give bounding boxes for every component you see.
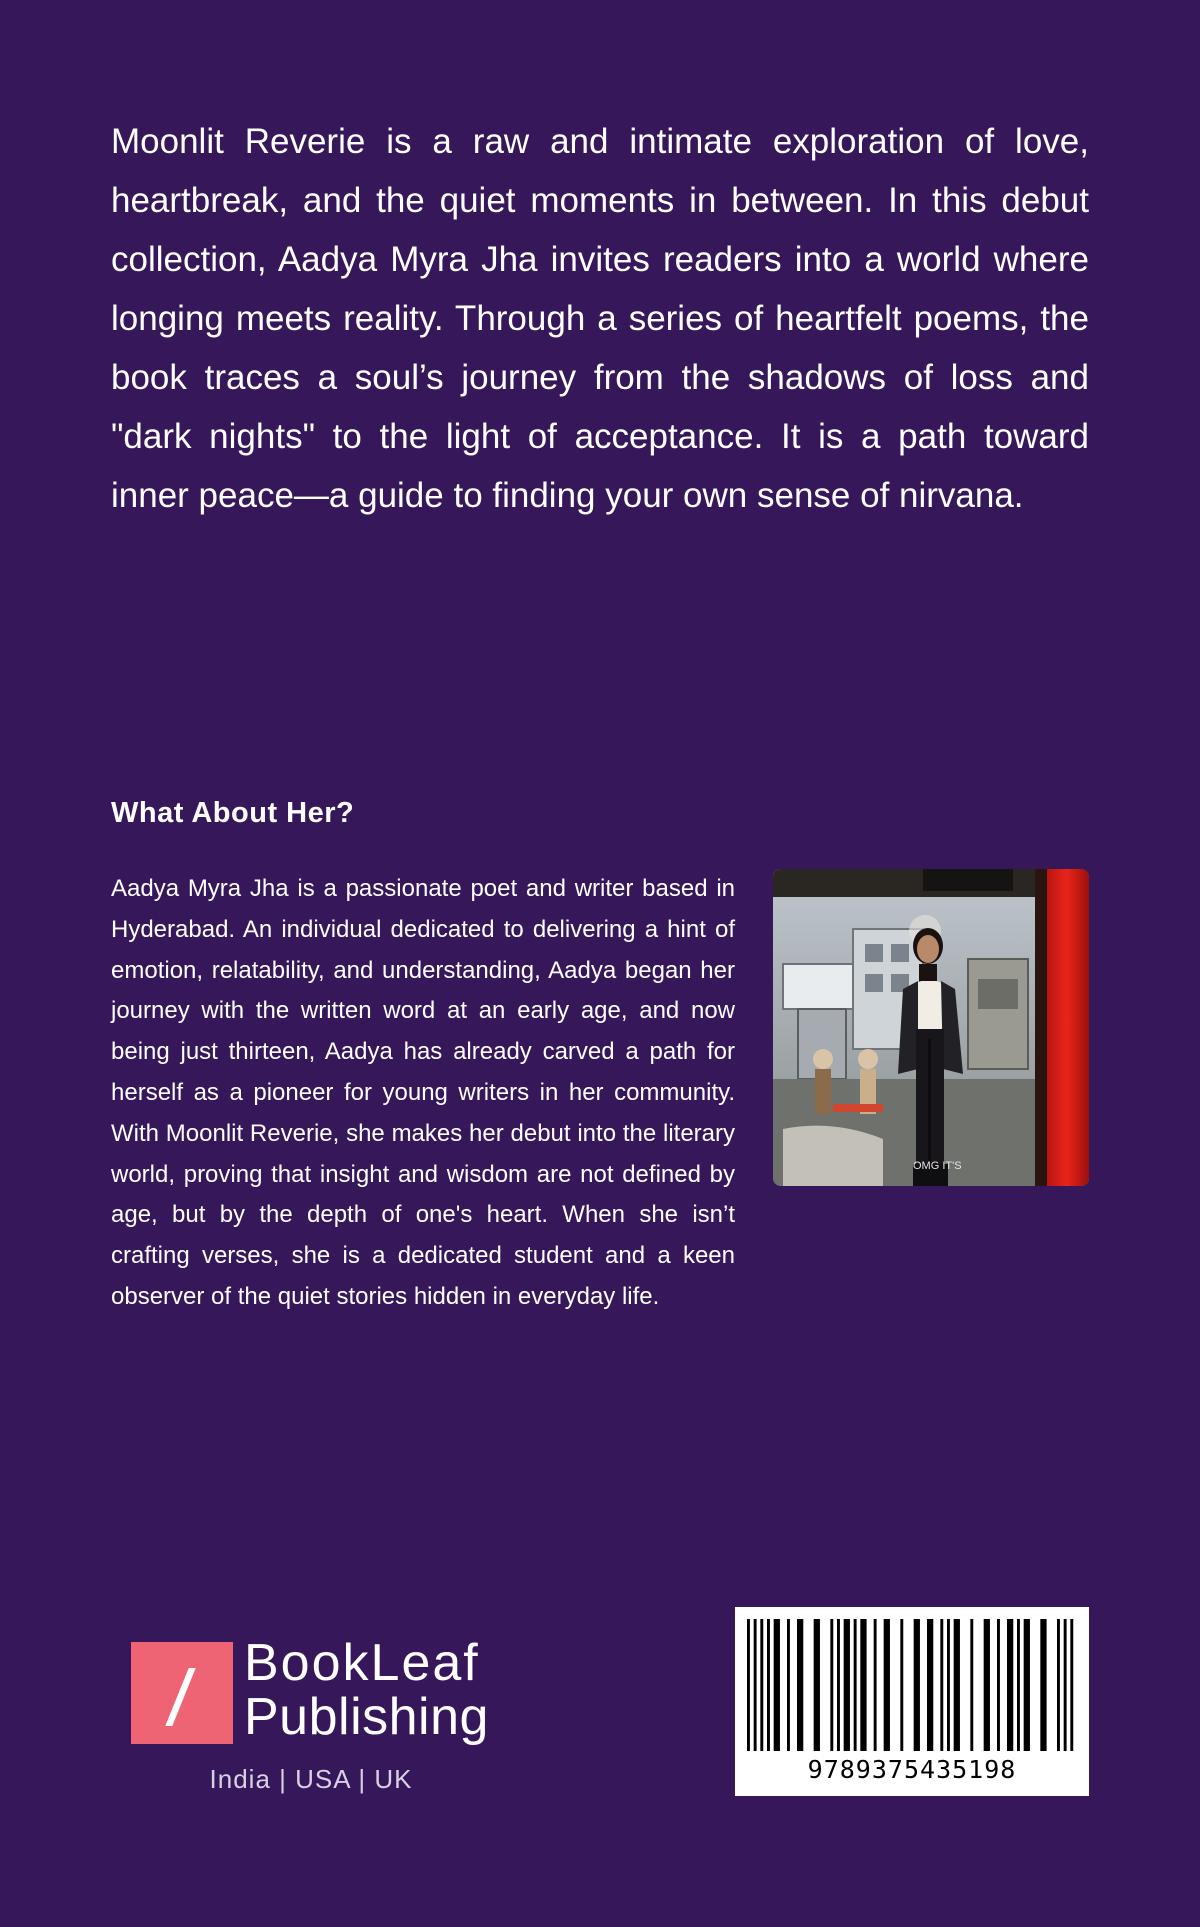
barcode-bar <box>1070 1619 1073 1751</box>
barcode-bar <box>837 1619 840 1751</box>
barcode-bar <box>927 1619 933 1751</box>
barcode-bar <box>874 1619 877 1751</box>
barcode-bar <box>940 1619 943 1751</box>
barcode-bars <box>747 1619 1077 1751</box>
barcode-bar <box>814 1619 820 1751</box>
author-bio: Aadya Myra Jha is a passionate poet and writer based in Hyderabad. An individual dedicated to delivering a hint of emotion, relatability, and understanding, Aadya began her journey with the written word at an early age, and now being just thirteen, Aadya has already carved a path for herself as a pioneer for young writers in her community. With Moonlit Reverie, she makes her debut into the literary world, proving that insight and wisdom are not defined by age, but by the depth of one's heart. When she isn’t crafting verses, she is a dedicated student and a keen observer of the quiet stories hidden in everyday life. <box>111 875 735 1310</box>
barcode-bar <box>797 1619 803 1751</box>
barcode-bar <box>830 1619 833 1751</box>
book-blurb: Moonlit Reverie is a raw and intimate exploration of love, heartbreak, and the quiet moments in between. In this debut collection, Aadya Myra Jha invites readers into a world where longing meets reality. Through a series of heartfelt poems, the book traces a soul’s journey from the shadows of loss and "dark nights" to the light of acceptance. It is a path toward inner peace—a guide to finding your own sense of nirvana. <box>111 122 1089 515</box>
slash-icon <box>165 1668 195 1726</box>
barcode-bar <box>1064 1619 1067 1751</box>
barcode-bar <box>1024 1619 1030 1751</box>
barcode-bar <box>1007 1619 1013 1751</box>
barcode-bar <box>767 1619 770 1751</box>
barcode-bar <box>1040 1619 1046 1751</box>
barcode-bar <box>914 1619 920 1751</box>
barcode-bar <box>947 1619 950 1751</box>
logo-mark <box>131 1642 233 1744</box>
author-photo <box>773 869 1089 1186</box>
publisher-name-line1: BookLeaf <box>244 1634 480 1692</box>
barcode-bar <box>970 1619 973 1751</box>
barcode-bar <box>997 1619 1000 1751</box>
about-author-heading: What About Her? <box>111 797 355 829</box>
barcode-bar <box>900 1619 903 1751</box>
publisher-name-line2: Publishing <box>244 1688 489 1746</box>
barcode-bar <box>787 1619 790 1751</box>
svg-text:OMG IT'S: OMG IT'S <box>913 1160 962 1172</box>
barcode-bar <box>884 1619 890 1751</box>
barcode-bar <box>1017 1619 1020 1751</box>
barcode-bar <box>984 1619 990 1751</box>
barcode-bar <box>774 1619 780 1751</box>
barcode-bar <box>860 1619 866 1751</box>
publisher-logo <box>131 1636 531 1756</box>
isbn-number: 9789375435198 <box>807 1755 1017 1784</box>
barcode-bar <box>854 1619 857 1751</box>
barcode-bar <box>754 1619 757 1751</box>
barcode-bar <box>1057 1619 1060 1751</box>
publisher-regions: India | USA | UK <box>209 1764 413 1794</box>
barcode-bar <box>747 1619 750 1751</box>
barcode-bar <box>760 1619 763 1751</box>
barcode-bar <box>844 1619 850 1751</box>
isbn-barcode <box>735 1607 1089 1796</box>
barcode-bar <box>954 1619 960 1751</box>
